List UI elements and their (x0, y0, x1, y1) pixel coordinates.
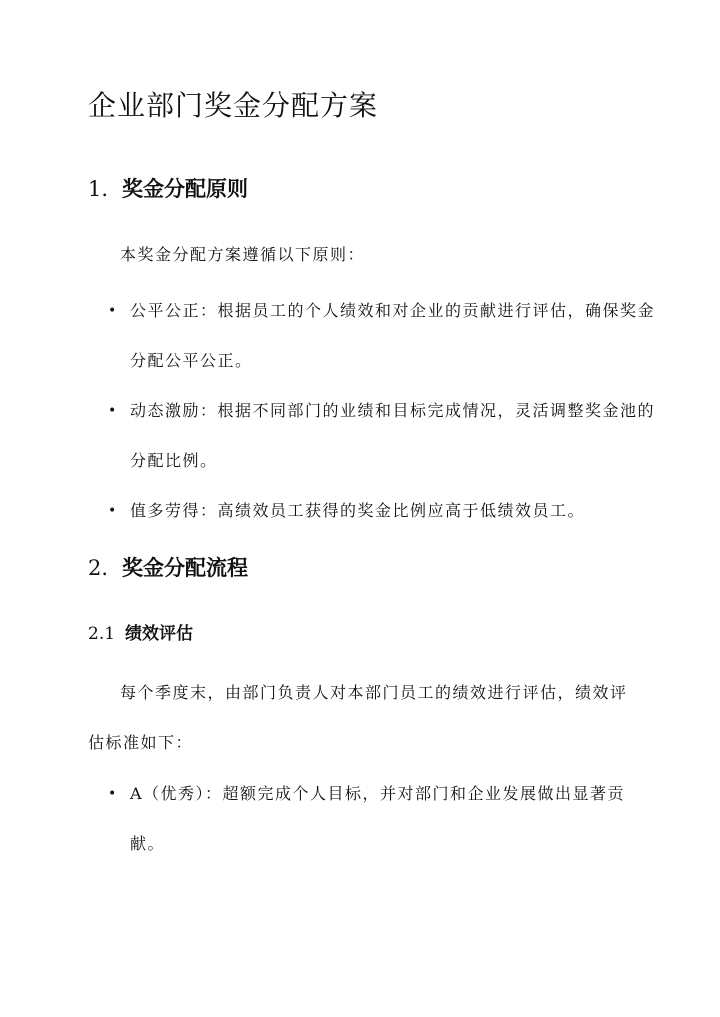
list-item (108, 286, 660, 386)
section-2-heading (88, 553, 248, 583)
list-item-text: A（优秀）：超额完成个人目标，并对部门和企业发展做出显著贡献。 (130, 784, 626, 853)
section-1-heading (88, 174, 248, 204)
list-item-text: 值多劳得：高绩效员工获得的奖金比例应高于低绩效员工。 (130, 501, 586, 520)
list-item-text: 动态激励：根据不同部门的业绩和目标完成情况，灵活调整奖金池的分配比例。 (130, 401, 656, 470)
document-title: 企业部门奖金分配方案 (88, 89, 379, 122)
bullet-icon: • (108, 503, 118, 519)
list-item (108, 486, 660, 536)
bullet-icon: • (108, 403, 118, 419)
subsection-2-1-paragraph: 每个季度末，由部门负责人对本部门员工的绩效进行评估，绩效评估标准如下： (88, 683, 628, 752)
list-item (108, 769, 660, 869)
section-2-number: 2. (88, 556, 109, 580)
list-item (108, 386, 660, 486)
subsection-2-1-title: 绩效评估 (125, 624, 194, 644)
list-item-text: 公平公正：根据员工的个人绩效和对企业的贡献进行评估，确保奖金分配公平公正。 (130, 301, 656, 370)
bullet-icon: • (108, 303, 118, 319)
section-1-intro: 本奖金分配方案遵循以下原则： (120, 245, 366, 264)
bullet-icon: • (108, 786, 118, 802)
subsection-2-1-number: 2.1 (88, 624, 116, 644)
section-2-title: 奖金分配流程 (122, 555, 249, 580)
section-1-number: 1. (88, 177, 109, 201)
section-1-title: 奖金分配原则 (122, 176, 249, 201)
subsection-2-1-heading (88, 621, 193, 647)
